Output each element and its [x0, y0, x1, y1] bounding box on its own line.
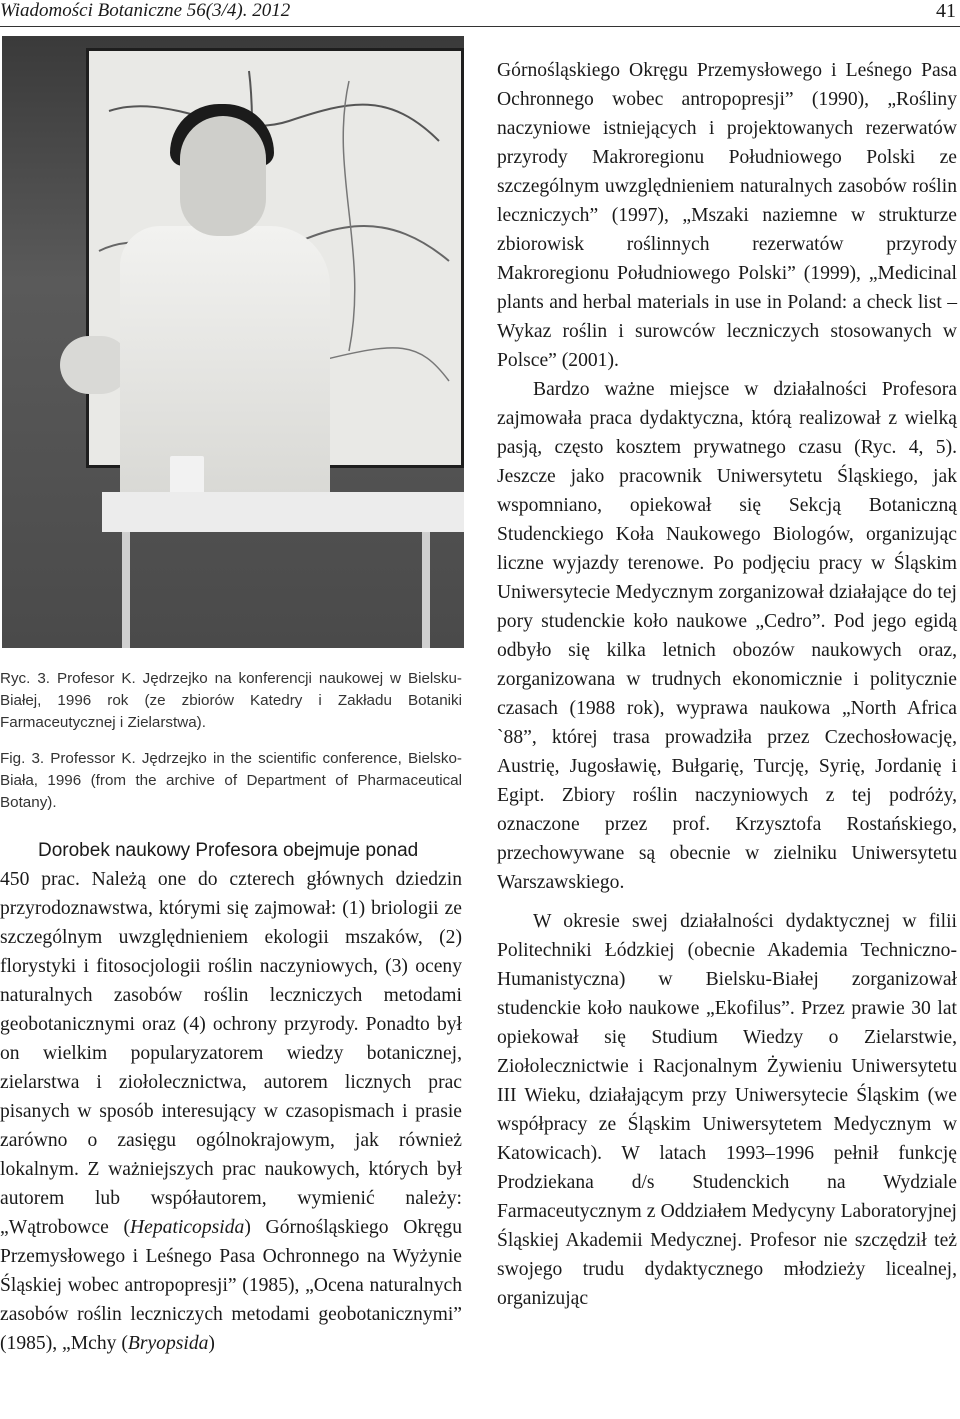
- figure-photo: [2, 36, 464, 648]
- caption-polish: Ryc. 3. Profesor K. Jędrzejko na konferencji naukowej w Bielsku-Białej, 1996 rok (ze zbiorów Katedry i Zakładu Botaniki Farmaceutycznej i Zielarstwa).: [0, 670, 462, 731]
- page-number: 41: [936, 0, 956, 22]
- text-run: ) Górnośląskiego Okręgu Przemysłowego i Leśnego Pasa Ochronnego na Wyżynie Śląskiej wobec antropopresji” (1985), „Ocena naturalnych zasobów roślin leczniczych metodami geobotanicznymi” (1985), „Mchy (: [0, 1217, 462, 1354]
- paragraph-achievements: [0, 865, 462, 1358]
- photo-table-leg: [122, 532, 130, 648]
- figure-caption: [0, 668, 462, 814]
- header-rule: [0, 26, 960, 27]
- photo-table: [102, 492, 464, 532]
- right-column-text: [497, 56, 957, 1313]
- paragraph-publications: Górnośląskiego Okręgu Przemysłowego i Leśnego Pasa Ochronnego wobec antropopresji” (1990), „Rośliny naczyniowe istniejących i projektowanych rezerwatów przyrody Makroregionu Południowego Polski ze szczególnym uwzględnieniem naturalnych zasobów roślin leczniczych” (1997), „Mszaki naziemne w strukturze zbiorowisk roślinnych rezerwatów przyrody Makroregionu Południowego Polski” (1999), „Medicinal plants and herbal materials in use in Poland: a check list – Wykaz roślin i surowców leczniczych stosowanych w Polsce” (2001).: [497, 60, 957, 371]
- photo-lecturer-face: [180, 116, 266, 236]
- text-run: 450 prac. Należą one do czterech głównych dziedzin przyrodoznawstwa, którymi się zajmował: (1) briologii ze szczególnym uwzględnieniem ekologii mszaków, (2) florystyki i fitosocjologii roślin naczyniowych, (3) oceny naturalnych zasobów roślin leczniczych metodami geobotanicznymi oraz (4) ochrony przyrody. Ponadto był on wielkim popularyzatorem wiedzy botanicznej, zielarstwa i ziołolecznictwa, autorem licznych prac pisanych w sposób interesujący w czasopismach i prasie zarówno o zasięgu ogólnokrajowym, jak również lokalnym. Z ważniejszych prac naukowych, których był autorem lub współautorem, wymienić należy: „Wątrobowce (: [0, 869, 462, 1238]
- italic-taxon: Hepaticopsida: [130, 1217, 245, 1238]
- caption-english: Fig. 3. Professor K. Jędrzejko in the scientific conference, Bielsko-Biała, 1996 (from the archive of Department of Pharmaceutical Botany).: [0, 750, 462, 811]
- left-column-text: [0, 836, 462, 1358]
- section-lead: Dorobek naukowy Profesora obejmuje ponad: [38, 840, 419, 861]
- paragraph-teaching: Bardzo ważne miejsce w działalności Profesora zajmowała praca dydaktyczna, którą realizował z wielką pasją, często kosztem prywatnego czasu (Ryc. 4, 5). Jeszcze jako pracownik Uniwersytetu Śląskiego, jak wspomniano, opiekował się Sekcją Botaniczną Studenckiego Koła Naukowego Biologów, organizując liczne wyjazdy terenowe. Po podjęciu pracy w Śląskim Uniwersytecie Medycznym zorganizował działające do tej pory studenckie koło naukowe „Cedro”. Pod jego egidą odbyło się kilka letnich obozów naukowych oraz, zorganizowana w trudnych ekonomicznie i politycznie czasach (1988 rok), wyprawa naukowa „North Africa `88”, której trasa prowadziła przez Czechosłowację, Austrię, Jugosławię, Bułgarię, Turcję, Syrię, Jordanię i Egipt. Zbiory roślin naczyniowych z tej podróży, oznaczone przez prof. Krzysztofa Rostańskiego, przechowywane są obecnie w zielniku Uniwersytetu Warszawskiego.: [497, 379, 957, 893]
- text-run: ): [208, 1333, 215, 1354]
- italic-taxon: Bryopsida: [127, 1333, 209, 1354]
- photo-lecturer-body: [120, 226, 330, 526]
- page-header: [0, 0, 960, 28]
- photo-table-leg: [422, 532, 430, 648]
- paragraph-teaching-continued: W okresie swej działalności dydaktycznej w filii Politechniki Łódzkiej (obecnie Akademia Techniczno-Humanistyczna) w Bielsku-Białej zorganizował studenckie koło naukowe „Ekofilus”. Przez prawie 30 lat opiekował się Studium Wiedzy o Zielarstwie, Ziołolecznictwie i Racjonalnym Żywieniu Uniwersytetu III Wieku, działającym przy Uniwersytecie Śląskim (we współpracy ze Śląskim Uniwersytetem Medycznym w Katowicach). W latach 1993–1996 pełnił funkcję Prodziekana d/s Studenckich na Wydziale Farmaceutycznym z Oddziałem Medycyny Laboratoryjnej Śląskiej Akademii Medycznej. Profesor nie szczędził też swojego trudu dydaktycznego młodzieży licealnej, organizując: [497, 911, 957, 1309]
- journal-title: Wiadomości Botaniczne 56(3/4). 2012: [0, 0, 291, 21]
